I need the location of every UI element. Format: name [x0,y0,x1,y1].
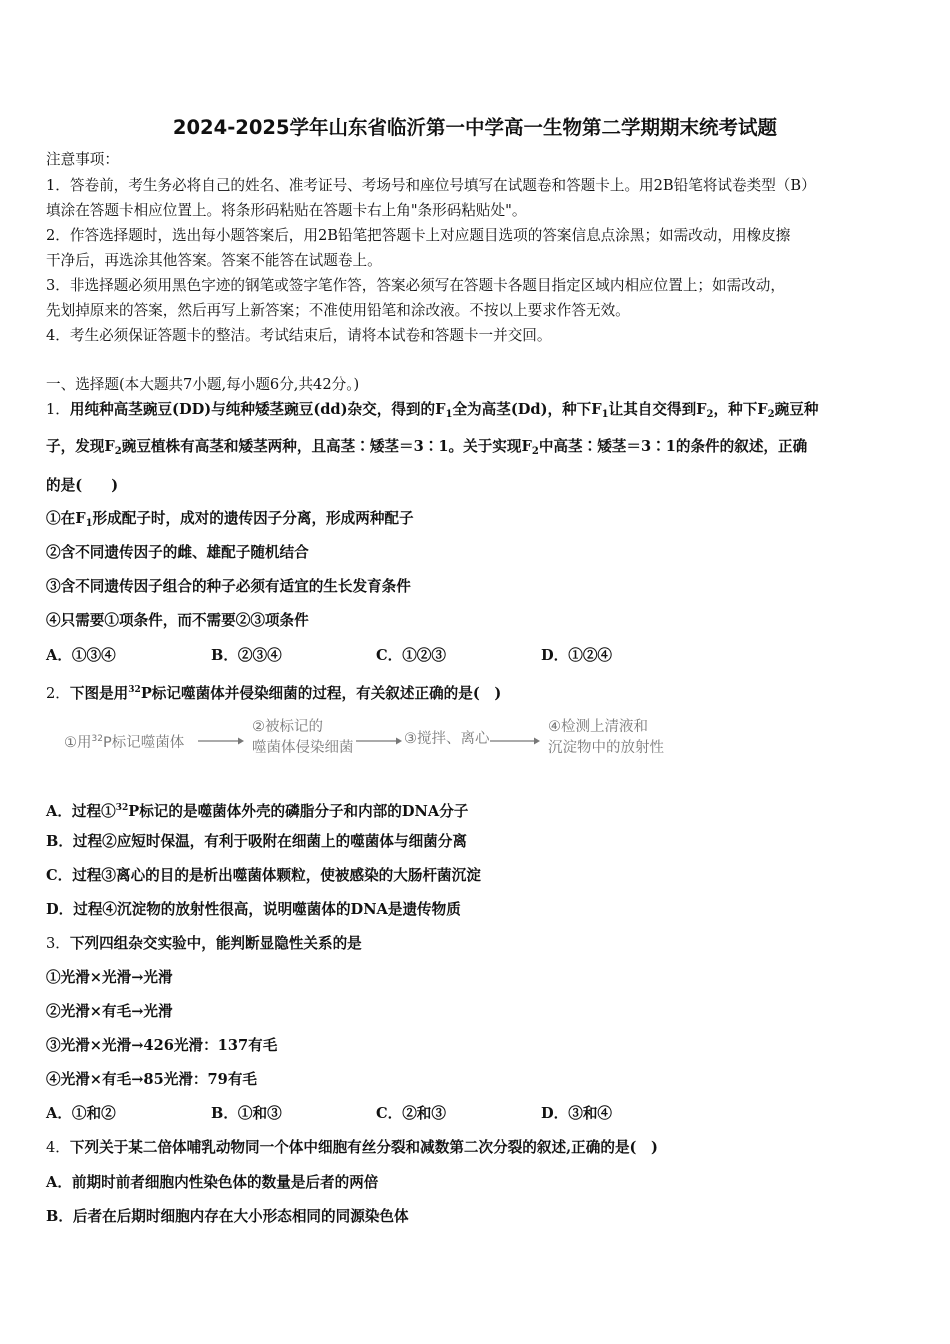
notice-line: 填涂在答题卡相应位置上。将条形码粘贴在答题卡右上角"条形码粘贴处"。 [46,202,527,219]
question-3-stem: 3．下列四组杂交实验中，能判断显隐性关系的是 [46,935,362,952]
question-1-line-1: 1．用纯种高茎豌豆(DD)与纯种矮茎豌豆(dd)杂交，得到的$F_1$全为高茎(Dd)，种下$F_1$让其自交得到$F_2$，种下$F_2$豌豆种 [46,401,819,420]
notice-line: 4．考生必须保证答题卡的整洁。考试结束后，请将本试卷和答题卡一并交回。 [46,327,552,344]
option-d: D．③和④ [541,1105,613,1122]
question-number: 4． [46,1139,70,1156]
option-c: C．①②③ [376,647,446,664]
flow-step-2: ②被标记的 噬菌体侵染细菌 [252,719,354,756]
question-2-option-b: B．过程②应短时保温，有利于吸附在细菌上的噬菌体与细菌分离 [46,833,467,850]
process-flow-diagram [62,712,682,768]
question-1-item: ①在$F_1$形成配子时，成对的遗传因子分离，形成两种配子 [46,510,414,529]
question-4-option-b: B．后者在后期时细胞内存在大小形态相同的同源染色体 [46,1208,409,1225]
flow-step-4: ④检测上清液和 沉淀物中的放射性 [548,719,664,756]
notice-line: 2．作答选择题时，选出每小题答案后，用2B铅笔把答题卡上对应题目选项的答案信息点涂黑；如需改动，用橡皮擦 [46,227,791,244]
option-a: A．①③④ [46,647,116,664]
question-3-item: ②光滑×有毛→光滑 [46,1003,173,1020]
question-number: 3． [46,935,70,952]
notice-line: 先划掉原来的答案，然后再写上新答案；不准使用铅笔和涂改液。不按以上要求作答无效。 [46,302,630,319]
question-number: 1． [46,401,70,418]
option-a: A．①和② [46,1105,116,1122]
question-1-line-3: 的是( ) [46,477,119,494]
question-4-stem: 4．下列关于某二倍体哺乳动物同一个体中细胞有丝分裂和减数第二次分裂的叙述,正确的是( ) [46,1139,658,1156]
question-1-item: ②含不同遗传因子的雌、雄配子随机结合 [46,544,309,561]
flow-arrow-icon [356,736,402,746]
question-number: 2． [46,685,70,702]
option-d: D．①②④ [541,647,613,664]
question-4-option-a: A．前期时前者细胞内性染色体的数量是后者的两倍 [46,1174,379,1191]
question-1-item: ④只需要①项条件，而不需要②③项条件 [46,612,309,629]
page-title: 2024-2025学年山东省临沂第一中学高一生物第二学期期末统考试题 [172,116,778,139]
option-b: B．②③④ [211,647,282,664]
question-2-option-d: D．过程④沉淀物的放射性很高，说明噬菌体的DNA是遗传物质 [46,901,461,918]
question-2-stem: 2．下图是用$^{32}$P标记噬菌体并侵染细菌的过程，有关叙述正确的是( ) [46,685,502,702]
question-1-line-2: 子，发现$F_2$豌豆植株有高茎和矮茎两种，且高茎∶矮茎＝3∶1。关于实现$F_2$中高茎∶矮茎＝3∶1的条件的叙述，正确 [46,438,808,457]
notice-line: 1．答卷前，考生务必将自己的姓名、准考证号、考场号和座位号填写在试题卷和答题卡上。用2B铅笔将试卷类型（B） [46,177,816,194]
notice-line: 3．非选择题必须用黑色字迹的钢笔或签字笔作答，答案必须写在答题卡各题目指定区域内相应位置上；如需改动， [46,277,785,294]
flow-step-1: ①用$^{32}$P标记噬菌体 [64,734,185,751]
question-3-item: ③光滑×光滑→426光滑：137有毛 [46,1037,278,1054]
question-2-option-a: A．过程①$^{32}$P标记的是噬菌体外壳的磷脂分子和内部的DNA分子 [46,803,469,820]
question-1-item: ③含不同遗传因子组合的种子必须有适宜的生长发育条件 [46,578,411,595]
question-3-item: ④光滑×有毛→85光滑：79有毛 [46,1071,258,1088]
notice-heading: 注意事项： [46,151,119,168]
section-heading: 一、选择题(本大题共7小题,每小题6分,共42分。) [46,376,360,393]
option-b: B．①和③ [211,1105,282,1122]
flow-arrow-icon [198,736,244,746]
question-3-item: ①光滑×光滑→光滑 [46,969,173,986]
notice-line: 干净后，再选涂其他答案。答案不能答在试题卷上。 [46,252,382,269]
question-2-option-c: C．过程③离心的目的是析出噬菌体颗粒，使被感染的大肠杆菌沉淀 [46,867,481,884]
option-c: C．②和③ [376,1105,446,1122]
flow-arrow-icon [490,736,540,746]
flow-step-3: ③搅拌、离心 [404,731,490,747]
